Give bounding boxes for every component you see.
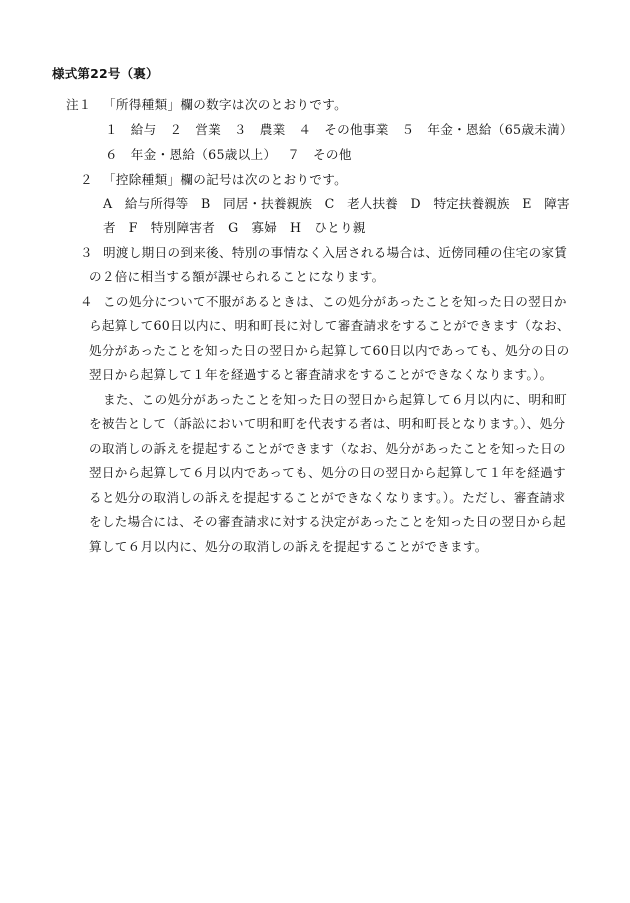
note4-p2-line7: 算して６月以内に、処分の取消しの訴えを提起することができます。	[89, 539, 488, 554]
note3-label: ３	[80, 245, 93, 260]
note2-items-line2: 者 F 特別障害者 G 寡婦 H ひとり親	[103, 220, 366, 235]
note4-p2-line2: を被告として（訴訟において明和町を代表する者は、明和町長となります。）、処分	[89, 416, 566, 431]
note4-p1-line4: 翌日から起算して１年を経過すると審査請求をすることができなくなります。）。	[89, 367, 553, 382]
note1-items-line2: ６ 年金・恩給（65歳以上） ７ その他	[105, 147, 352, 162]
note2-items-line1: A 給与所得等 B 同居・扶養親族 C 老人扶養 D 特定扶養親族 E 障害	[103, 196, 570, 211]
note4-p2-line6: をした場合には、その審査請求に対する決定があったことを知った日の翌日から起	[89, 514, 566, 529]
note4-p2-line3: の取消しの訴えを提起することができます（なお、処分があったことを知った日の	[89, 441, 566, 456]
note1-text: 「所得種類」欄の数字は次のとおりです。	[103, 97, 347, 112]
note3-line1: 明渡し期日の到来後、特別の事情なく入居される場合は、近傍同種の住宅の家賃	[103, 245, 568, 260]
note4-label: ４	[80, 294, 93, 309]
note4-p2-line5: ると処分の取消しの訴えを提起することができなくなります。）。ただし、審査請求	[89, 490, 566, 505]
note3-line2: の２倍に相当する額が課せられることになります。	[89, 269, 385, 284]
form-title: 様式第22号（裏）	[52, 66, 159, 81]
note2-label: ２	[80, 172, 93, 187]
note4-p2-line1: また、この処分があったことを知った日の翌日から起算して６月以内に、明和町	[103, 392, 568, 407]
note4-p1-line3: 処分があったことを知った日の翌日から起算して60日以内であっても、処分の日の	[89, 343, 570, 358]
note4-p2-line4: 翌日から起算して６月以内であっても、処分の日の翌日から起算して１年を経過す	[89, 465, 566, 480]
note2-text: 「控除種類」欄の記号は次のとおりです。	[103, 172, 347, 187]
note4-p1-line2: ら起算して60日以内に、明和町長に対して審査請求をすることができます（なお、	[89, 318, 570, 333]
note1-label: 注１	[66, 97, 92, 112]
note1-items-line1: １ 給与 ２ 営業 ３ 農業 ４ その他事業 ５ 年金・恩給（65歳未満）	[105, 122, 573, 137]
note4-p1-line1: この処分について不服があるときは、この処分があったことを知った日の翌日か	[103, 294, 567, 309]
